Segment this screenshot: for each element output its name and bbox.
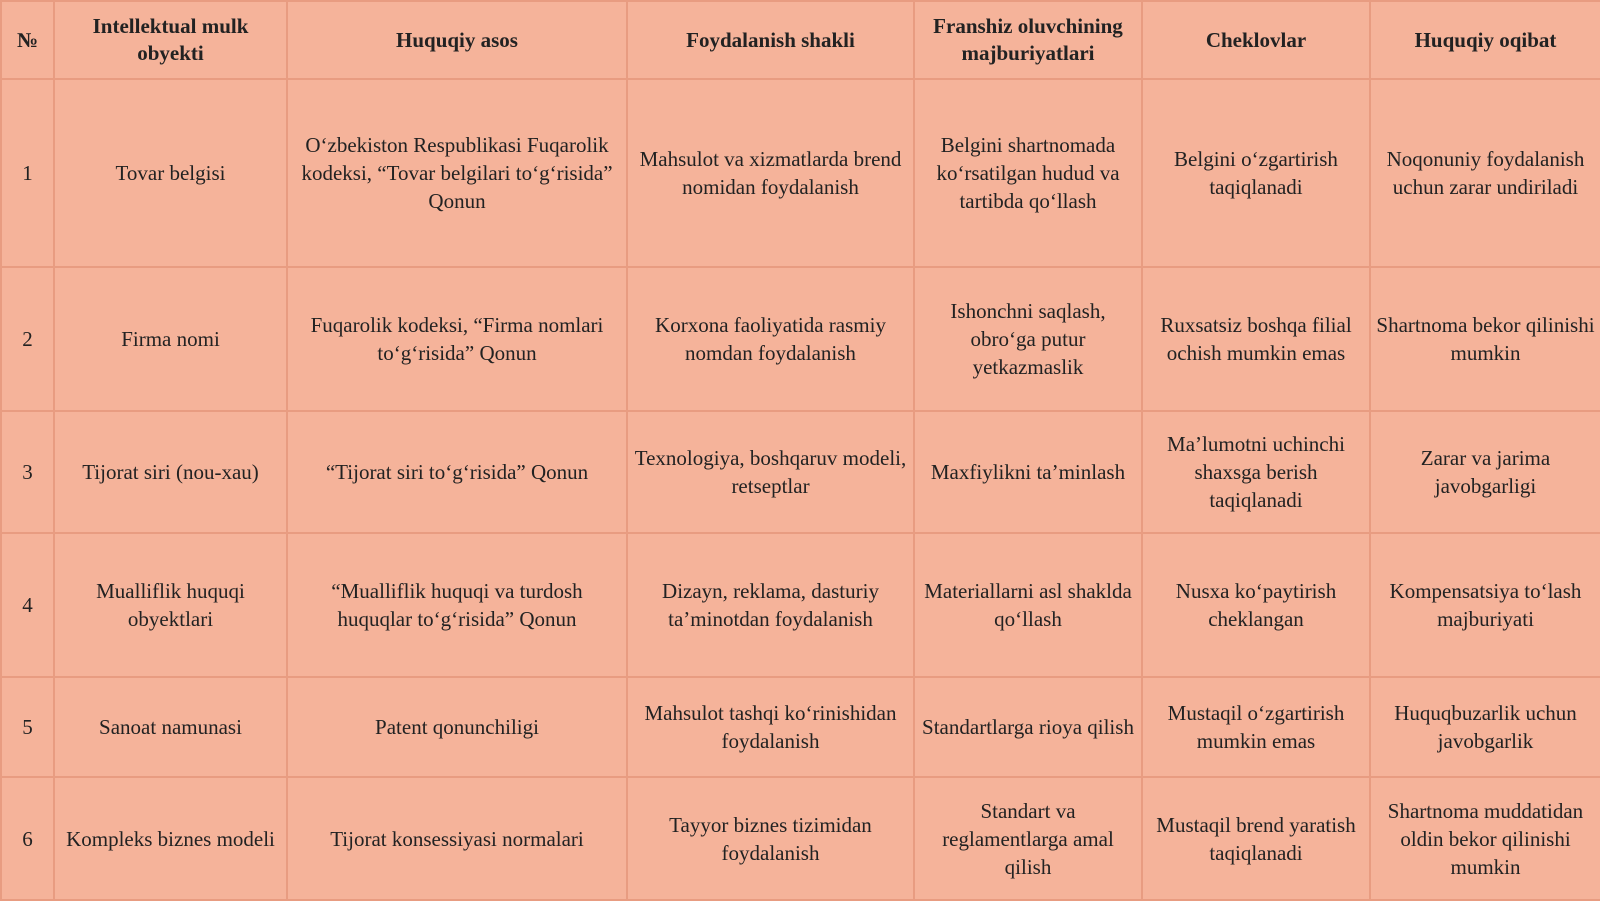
cell-number: 6 (1, 777, 54, 900)
cell-legal-basis: Patent qonunchiligi (287, 677, 627, 777)
header-franchisee-obligations: Franshiz oluvchining majburiyatlari (914, 1, 1142, 79)
cell-ip-object: Tijorat siri (nou-xau) (54, 411, 287, 533)
cell-number: 2 (1, 267, 54, 411)
cell-restrictions: Ruxsatsiz boshqa filial ochish mumkin emas (1142, 267, 1370, 411)
cell-restrictions: Ma’lumotni uchinchi shaxsga berish taqiqlanadi (1142, 411, 1370, 533)
table-row (1, 411, 1600, 533)
cell-legal-consequence: Shartnoma muddatidan oldin bekor qilinishi mumkin (1370, 777, 1600, 900)
table-header-row (1, 1, 1600, 79)
cell-usage-form: Texnologiya, boshqaruv modeli, retseptlar (627, 411, 914, 533)
cell-number: 3 (1, 411, 54, 533)
cell-usage-form: Tayyor biznes tizimidan foydalanish (627, 777, 914, 900)
cell-usage-form: Korxona faoliyatida rasmiy nomdan foydalanish (627, 267, 914, 411)
cell-legal-consequence: Shartnoma bekor qilinishi mumkin (1370, 267, 1600, 411)
cell-legal-consequence: Zarar va jarima javobgarligi (1370, 411, 1600, 533)
header-usage-form: Foydalanish shakli (627, 1, 914, 79)
cell-ip-object: Tovar belgisi (54, 79, 287, 267)
cell-usage-form: Mahsulot tashqi ko‘rinishidan foydalanish (627, 677, 914, 777)
cell-usage-form: Mahsulot va xizmatlarda brend nomidan foydalanish (627, 79, 914, 267)
header-number: № (1, 1, 54, 79)
cell-legal-basis: Tijorat konsessiyasi normalari (287, 777, 627, 900)
header-legal-consequence: Huquqiy oqibat (1370, 1, 1600, 79)
cell-legal-basis: Fuqarolik kodeksi, “Firma nomlari to‘g‘risida” Qonun (287, 267, 627, 411)
cell-restrictions: Belgini o‘zgartirish taqiqlanadi (1142, 79, 1370, 267)
table-row (1, 533, 1600, 677)
cell-legal-consequence: Noqonuniy foydalanish uchun zarar undiriladi (1370, 79, 1600, 267)
cell-ip-object: Kompleks biznes modeli (54, 777, 287, 900)
table-row (1, 267, 1600, 411)
cell-restrictions: Mustaqil brend yaratish taqiqlanadi (1142, 777, 1370, 900)
cell-restrictions: Nusxa ko‘paytirish cheklangan (1142, 533, 1370, 677)
header-restrictions: Cheklovlar (1142, 1, 1370, 79)
cell-number: 4 (1, 533, 54, 677)
cell-number: 1 (1, 79, 54, 267)
cell-legal-consequence: Kompensatsiya to‘lash majburiyati (1370, 533, 1600, 677)
cell-franchisee-obligations: Belgini shartnomada ko‘rsatilgan hudud va tartibda qo‘llash (914, 79, 1142, 267)
cell-ip-object: Mualliflik huquqi obyektlari (54, 533, 287, 677)
cell-franchisee-obligations: Maxfiylikni ta’minlash (914, 411, 1142, 533)
table-row (1, 777, 1600, 900)
header-ip-object: Intellektual mulk obyekti (54, 1, 287, 79)
cell-restrictions: Mustaqil o‘zgartirish mumkin emas (1142, 677, 1370, 777)
cell-legal-consequence: Huquqbuzarlik uchun javobgarlik (1370, 677, 1600, 777)
cell-franchisee-obligations: Materiallarni asl shaklda qo‘llash (914, 533, 1142, 677)
table-row (1, 677, 1600, 777)
table-row (1, 79, 1600, 267)
cell-legal-basis: “Mualliflik huquqi va turdosh huquqlar to‘g‘risida” Qonun (287, 533, 627, 677)
cell-number: 5 (1, 677, 54, 777)
cell-franchisee-obligations: Standartlarga rioya qilish (914, 677, 1142, 777)
cell-franchisee-obligations: Standart va reglamentlarga amal qilish (914, 777, 1142, 900)
cell-franchisee-obligations: Ishonchni saqlash, obro‘ga putur yetkazmaslik (914, 267, 1142, 411)
cell-usage-form: Dizayn, reklama, dasturiy ta’minotdan foydalanish (627, 533, 914, 677)
cell-ip-object: Firma nomi (54, 267, 287, 411)
cell-ip-object: Sanoat namunasi (54, 677, 287, 777)
header-legal-basis: Huquqiy asos (287, 1, 627, 79)
cell-legal-basis: “Tijorat siri to‘g‘risida” Qonun (287, 411, 627, 533)
cell-legal-basis: O‘zbekiston Respublikasi Fuqarolik kodeksi, “Tovar belgilari to‘g‘risida” Qonun (287, 79, 627, 267)
